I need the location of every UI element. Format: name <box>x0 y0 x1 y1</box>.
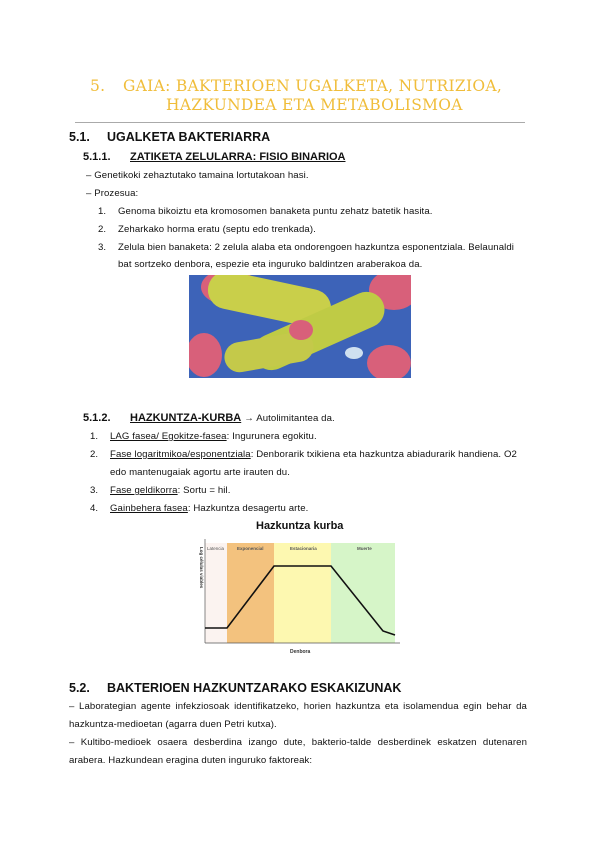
list-text: Genoma bikoiztu eta kromosomen banaketa puntu zehatz batetik hasita. <box>118 206 433 217</box>
paragraph-line: – Kultibo-medioek osaera desberdina izango dute, bakterio-talde desberdinek eskatzen dutenaren <box>69 737 527 748</box>
section-5-1-heading: UGALKETA BAKTERIARRA <box>107 130 271 144</box>
list-number: 3. <box>90 485 99 496</box>
bullet: – Genetikoki zehaztutako tamaina lortutakoan hasi. <box>86 170 309 181</box>
list-item <box>98 206 433 217</box>
list-term: LAG fasea/ Egokitze-fasea <box>110 431 227 442</box>
list-number: 3. <box>98 242 107 253</box>
paragraph-line: arabera. Hazkundean eragina duten inguruko faktoreak: <box>69 755 313 766</box>
phase-label: Latencia <box>207 546 225 551</box>
chapter-title-line2: HAZKUNDEA ETA METABOLISMOA <box>166 96 463 114</box>
section-5-1-2 <box>83 412 335 424</box>
chart-title: Hazkuntza kurba <box>256 520 344 532</box>
chapter-number: 5. <box>90 77 106 95</box>
phase-label: Exponencial <box>237 546 264 551</box>
list-item <box>98 242 514 253</box>
list-text: : Ingurunera egokitu. <box>226 431 317 442</box>
list-number: 1. <box>98 206 107 217</box>
section-5-2-heading: BAKTERIOEN HAZKUNTZARAKO ESKAKIZUNAK <box>107 681 402 695</box>
list-item-continuation: bat sortzeko denbora, espezie eta inguruko baldintzen araberakoa da. <box>118 259 423 270</box>
section-5-1-2-suffix: → Autolimitantea da. <box>244 413 335 424</box>
bacteria-micrograph <box>189 275 411 378</box>
list-number: 2. <box>90 449 99 460</box>
list-text: Zelula bien banaketa: 2 zelula alaba eta ondorengoen hazkuntza esponentziala. Belaunaldi <box>118 242 515 253</box>
chapter-title-line1: GAIA: BAKTERIOEN UGALKETA, NUTRIZIOA, <box>123 77 503 95</box>
list-term: Fase geldikorra <box>110 485 178 496</box>
list-term: Gainbehera fasea <box>110 503 188 514</box>
phase-exponencial <box>227 543 274 643</box>
y-axis-label: Log células viables <box>199 547 204 589</box>
section-5-1-1-number: 5.1.1. <box>83 151 111 163</box>
list-item <box>90 503 308 514</box>
paragraph-line: – Laborategian agente infekziosoak identifikatzeko, horien hazkuntza eta isolamendua egin behar da <box>69 701 527 712</box>
phase-muerte <box>331 543 395 643</box>
phase-label: Estacionaria <box>290 546 317 551</box>
list-item <box>90 485 230 496</box>
list-item <box>98 224 316 235</box>
list-item-continuation: edo mantenugaiak agortu arte irauten du. <box>110 467 291 478</box>
list-text: Zeharkako horma eratu (septu edo trenkada). <box>118 224 316 235</box>
section-5-1-1-heading: ZATIKETA ZELULARRA: FISIO BINARIOA <box>130 151 346 163</box>
list-number: 1. <box>90 431 99 442</box>
section-5-1-number: 5.1. <box>69 130 90 144</box>
growth-curve-chart <box>195 535 407 657</box>
list-term: Fase logaritmikoa/esponentziala <box>110 449 251 460</box>
list-text: : Denborarik txikiena eta hazkuntza abiadurarik handiena. O2 <box>250 449 517 460</box>
list-item <box>90 431 317 442</box>
list-item <box>90 449 517 460</box>
list-text: : Sortu = hil. <box>177 485 231 496</box>
bullet: – Prozesua: <box>86 188 139 199</box>
x-axis-label: Denbora <box>290 649 311 655</box>
list-number: 4. <box>90 503 99 514</box>
title-divider <box>75 122 525 123</box>
section-5-2-number: 5.2. <box>69 681 90 695</box>
phase-estacionaria <box>274 543 331 643</box>
paragraph-line: hazkuntza-medioetan (agarra duen Petri kutxa). <box>69 719 277 730</box>
list-text: : Hazkuntza desagertu arte. <box>187 503 309 514</box>
section-5-1-2-heading: HAZKUNTZA-KURBA <box>130 412 242 424</box>
list-number: 2. <box>98 224 107 235</box>
phase-label: Muerte <box>357 546 372 551</box>
section-5-1-2-number: 5.1.2. <box>83 412 111 424</box>
